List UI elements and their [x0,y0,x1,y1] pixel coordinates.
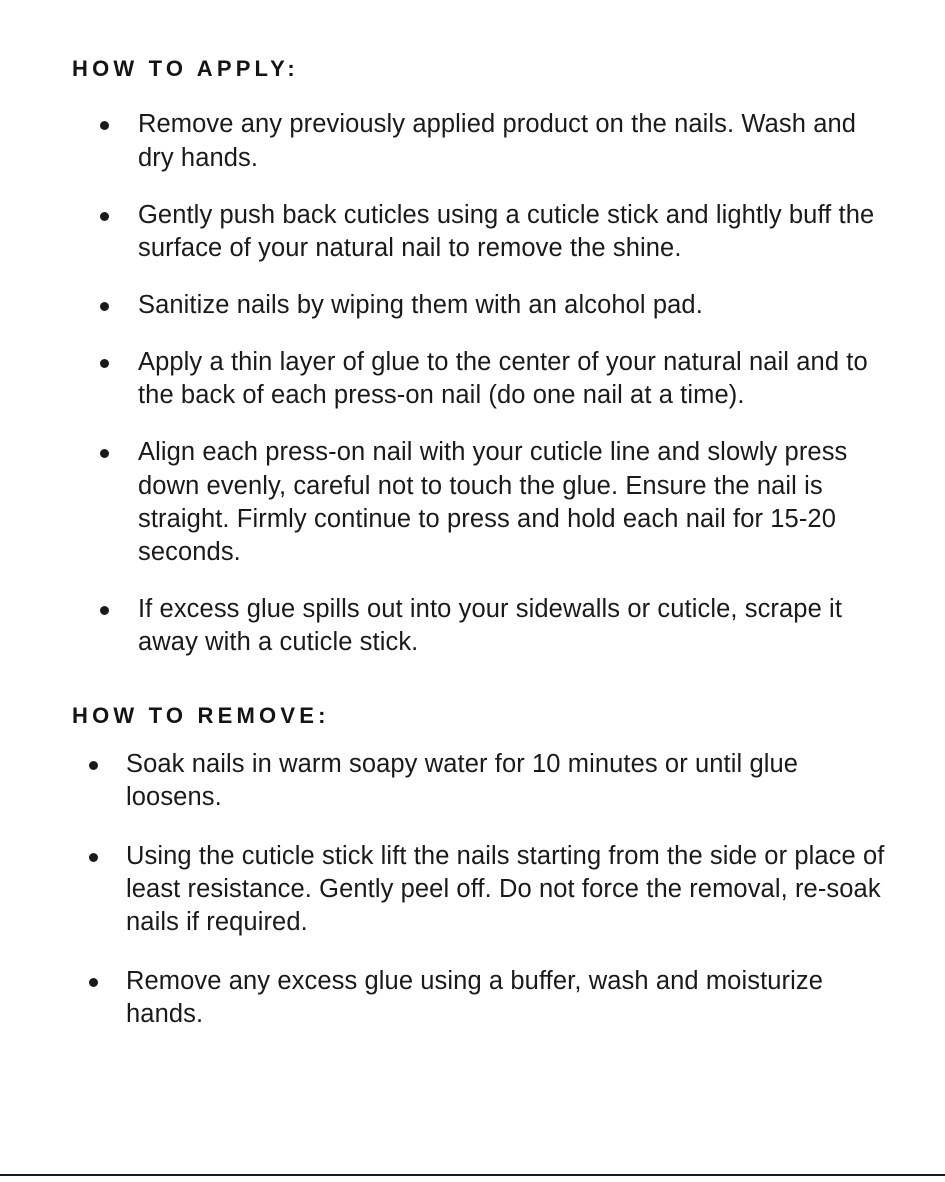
bottom-divider [0,1174,945,1176]
list-item-text: Remove any previously applied product on the nails. Wash and dry hands. [138,110,857,172]
list-item-text: Sanitize nails by wiping them with an alcohol pad. [138,290,703,319]
list-item [72,289,885,322]
list-item-text: Gently push back cuticles using a cuticle stick and lightly buff the surface of your natural nail to remove the shine. [138,200,875,262]
list-item [72,840,885,939]
list-item-text: Apply a thin layer of glue to the center of your natural nail and to the back of each press-on nail (do one nail at a time). [138,348,868,410]
remove-steps-list [72,748,885,1032]
bullet-icon [100,359,109,368]
list-item-text: If excess glue spills out into your sidewalls or cuticle, scrape it away with a cuticle stick. [138,594,843,657]
list-item [72,436,885,569]
list-item-text: Using the cuticle stick lift the nails starting from the side or place of least resistance. Gently peel off. Do not force the removal, re-soak nails if required. [126,841,885,937]
apply-steps-list [72,108,885,659]
bullet-icon [89,761,98,770]
bullet-icon [89,978,98,987]
list-item-text: Align each press-on nail with your cuticle line and slowly press down evenly, careful not to touch the glue. Ensure the nail is straight. Firmly continue to press and hold each nail for 15-20 seconds. [138,438,848,566]
list-item-text: Soak nails in warm soapy water for 10 minutes or until glue loosens. [126,749,799,811]
list-item [72,199,885,265]
bullet-icon [100,302,109,311]
list-item [72,108,885,174]
bullet-icon [100,449,109,458]
remove-section-heading: HOW TO REMOVE: [72,703,330,729]
bullet-icon [100,606,109,615]
bullet-icon [100,212,109,221]
list-item [72,593,885,659]
list-item [72,748,885,814]
list-item [72,346,885,412]
apply-section-heading: HOW TO APPLY: [72,56,299,81]
bullet-icon [89,853,98,862]
list-item-text: Remove any excess glue using a buffer, wash and moisturize hands. [126,967,824,1029]
bullet-icon [100,121,109,130]
list-item [72,965,885,1031]
